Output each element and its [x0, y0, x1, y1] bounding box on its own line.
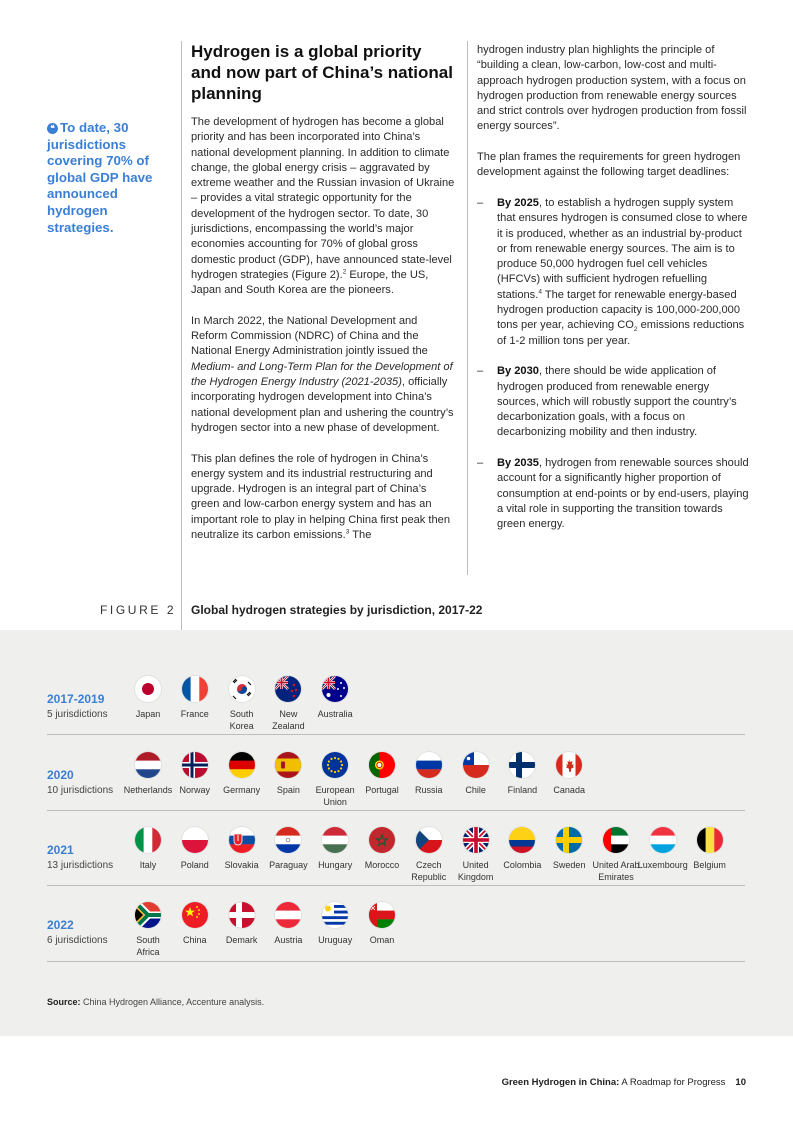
country-name: United Kingdom [457, 860, 494, 882]
country-name: Austria [274, 935, 303, 945]
country-belgium [680, 827, 740, 872]
pull-quote [47, 120, 172, 236]
flag-slovakia-icon [229, 827, 255, 853]
flag-czech-republic-icon [416, 827, 442, 853]
target-list [477, 196, 749, 533]
flag-oman-icon [369, 902, 395, 928]
country-name: South Korea [229, 709, 254, 731]
paragraph-5: The plan frames the requirements for green hydrogen development against the following target deadlines: [477, 151, 741, 179]
row-count: 10 jurisdictions [47, 785, 114, 796]
flag-south-africa-icon [135, 902, 161, 928]
footer-title: Green Hydrogen in China: [501, 1077, 620, 1088]
flag-colombia-icon [509, 827, 535, 853]
flag-netherlands-icon [135, 752, 161, 778]
country-name: South Africa [136, 935, 160, 957]
country-name: Portugal [365, 785, 399, 795]
figure-source: Source: China Hydrogen Alliance, Accenture analysis. [47, 997, 265, 1007]
paragraph-2: In March 2022, the National Development and Reform Commission (NDRC) of China and the National Energy Administration jointly issued the Medium- and Long-Term Plan for the Development of the Hydrogen Energy Industry (2021-2035), officially incorporating hydrogen development into China’s national development plan and ushering the country’s hydrogen sector into a new phase of development. [191, 314, 454, 434]
country-name: Australia [317, 709, 353, 719]
article-heading: Hydrogen is a global priority and now part of China’s national planning [191, 42, 453, 103]
flag-australia-icon [322, 676, 348, 702]
country-name: Slovakia [224, 860, 259, 870]
pull-quote-text: To date, 30 jurisdictions covering 70% of global GDP have announced hydrogen strategies. [47, 120, 153, 235]
country-name: Colombia [503, 860, 542, 870]
country-canada [539, 752, 599, 797]
country-name: European Union [315, 785, 355, 807]
country-name: China [183, 935, 207, 945]
country-australia [305, 676, 365, 721]
figure-label: FIGURE 2 [100, 603, 177, 617]
row-year: 2021 [47, 843, 74, 857]
country-name: Luxembourg [637, 860, 688, 870]
row-separator [47, 810, 745, 811]
footer-subtitle: A Roadmap for Progress [619, 1077, 726, 1088]
target-item-2025: – By 2025, to establish a hydrogen supply system that ensures hydrogen is consumed close to where it is produced, whether as an industrial by-product or from renewable energy sources. The aim is to produce 50,000 hydrogen fuel cell vehicles (HFCVs) with sufficient hydrogen refuelling stations.$^4$ The target for renewable energy-based hydrogen production capacity is 100,000-200,000 tons per year, achieving $CO_2$ emissions reductions of 1-2 million tons per year. [477, 196, 749, 349]
flag-united-kingdom-icon [463, 827, 489, 853]
target-item-2030: – By 2030, there should be wide application of hydrogen produced from renewable energy sources, which will robustly support the country’s decarbonization goals, with a focus on decarbonizing mobility and then industry. [477, 364, 749, 440]
row-separator [47, 734, 745, 735]
flag-belgium-icon [697, 827, 723, 853]
flag-portugal-icon [369, 752, 395, 778]
country-name: Germany [223, 785, 261, 795]
country-name: Chile [465, 785, 486, 795]
flag-italy-icon [135, 827, 161, 853]
country-name: United Arab Emirates [592, 860, 640, 882]
country-name: Spain [276, 785, 300, 795]
quote-icon: ❝ [47, 123, 58, 134]
country-name: Oman [369, 935, 395, 945]
article-column-1 [191, 41, 456, 559]
flag-chile-icon [463, 752, 489, 778]
row-separator [47, 885, 745, 886]
paragraph-1: The development of hydrogen has become a global priority and has been incorporated into China’s national development planning. In addition to climate change, the global energy crisis – aggravated by extreme weather and the Russian invasion of Ukraine – provides a vital strategic opportunity for the development of the hydrogen sector. To date, 30 jurisdictions, encompassing the world’s major economies accounting for 70% of global gross domestic product (GDP), have announced state-level hydrogen strategies (Figure 2).$^2$ Europe, the US, Japan and South Korea are the pioneers. [191, 116, 455, 297]
row-count: 6 jurisdictions [47, 935, 108, 946]
page-number: 10 [735, 1077, 746, 1088]
row-count: 5 jurisdictions [47, 709, 108, 720]
flag-demark-icon [229, 902, 255, 928]
flag-hungary-icon [322, 827, 348, 853]
country-oman [352, 902, 412, 947]
country-name: Czech Republic [411, 860, 447, 882]
figure-panel [0, 630, 793, 1036]
row-separator [47, 961, 745, 962]
paragraph-4: hydrogen industry plan highlights the principle of “building a clean, low-carbon, low-cost and multi-approach hydrogen production system, with a focus on hydrogen production from renewable energy sources and strict controls over hydrogen production from fossil energy sources”. [477, 44, 747, 133]
country-name: Netherlands [123, 785, 173, 795]
country-name: Uruguay [318, 935, 353, 945]
country-name: Morocco [364, 860, 400, 870]
country-name: Italy [139, 860, 157, 870]
flag-germany-icon [229, 752, 255, 778]
country-name: Norway [179, 785, 211, 795]
flag-united-arab-emirates-icon [603, 827, 629, 853]
flag-japan-icon [135, 676, 161, 702]
flag-poland-icon [182, 827, 208, 853]
flag-new-zealand-icon [275, 676, 301, 702]
country-name: Belgium [693, 860, 726, 870]
country-name: Russia [415, 785, 443, 795]
row-year: 2020 [47, 768, 74, 782]
flag-paraguay-icon [275, 827, 301, 853]
country-name: New Zealand [272, 709, 305, 731]
flag-south-korea-icon [229, 676, 255, 702]
country-name: France [180, 709, 209, 719]
figure-title: Global hydrogen strategies by jurisdiction, 2017-22 [191, 603, 483, 617]
country-name: Sweden [552, 860, 586, 870]
column-divider-middle [467, 41, 468, 575]
flag-china-icon [182, 902, 208, 928]
flag-european-union-icon [322, 752, 348, 778]
country-name: Canada [553, 785, 585, 795]
flag-luxembourg-icon [650, 827, 676, 853]
flag-finland-icon [509, 752, 535, 778]
country-name: Hungary [318, 860, 353, 870]
row-year: 2017-2019 [47, 692, 105, 706]
flag-canada-icon [556, 752, 582, 778]
country-name: Paraguay [269, 860, 308, 870]
flag-uruguay-icon [322, 902, 348, 928]
country-name: Japan [135, 709, 161, 719]
row-count: 13 jurisdictions [47, 860, 114, 871]
flag-spain-icon [275, 752, 301, 778]
country-name: Poland [180, 860, 209, 870]
row-year: 2022 [47, 918, 74, 932]
country-name: Demark [225, 935, 258, 945]
article-column-2 [477, 43, 749, 548]
flag-france-icon [182, 676, 208, 702]
target-item-2035: – By 2035, hydrogen from renewable sources should account for a significantly higher proportion of consumption at end-points or by end-users, playing a vital role in supporting the transition towards green energy. [477, 456, 749, 532]
flag-austria-icon [275, 902, 301, 928]
flag-norway-icon [182, 752, 208, 778]
page-footer [502, 1077, 746, 1088]
column-divider-left [181, 41, 182, 630]
flag-morocco-icon [369, 827, 395, 853]
flag-sweden-icon [556, 827, 582, 853]
country-name: Finland [507, 785, 538, 795]
paragraph-3: This plan defines the role of hydrogen in China’s energy system and its industrial restructuring and upgrade. Hydrogen is an integral part of China’s green and low-carbon energy system and has an important role to play in helping China first peak then neutralize its carbon emissions.$^3$ The [191, 452, 451, 542]
flag-russia-icon [416, 752, 442, 778]
